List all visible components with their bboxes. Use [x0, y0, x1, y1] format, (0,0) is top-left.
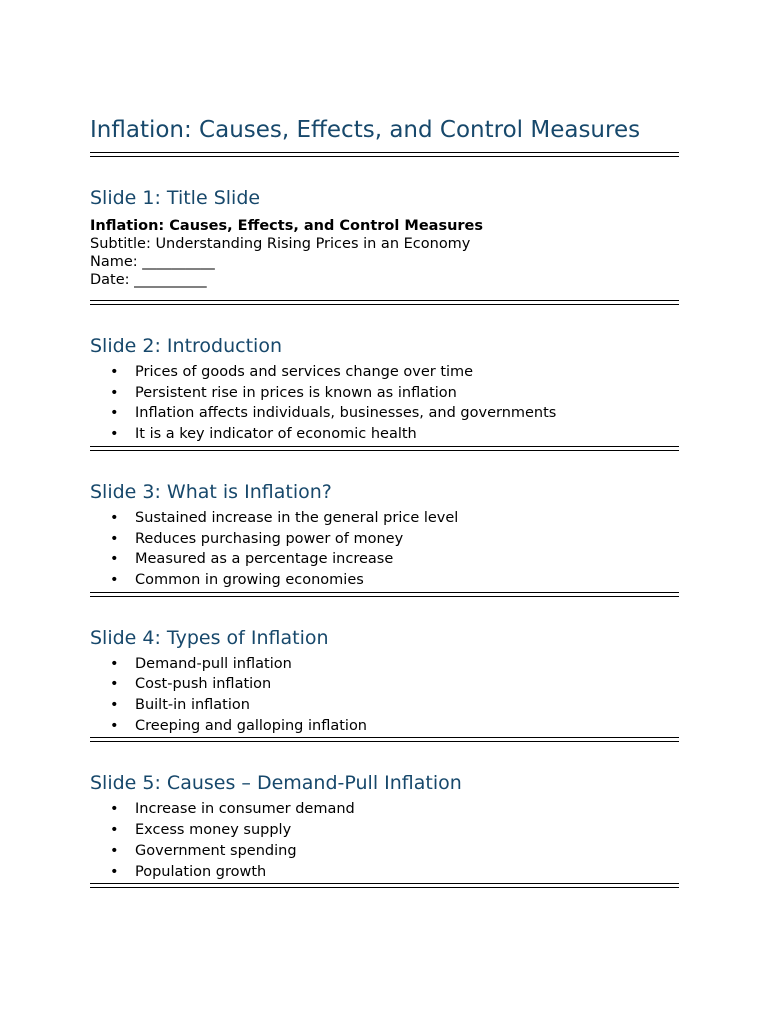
bullet-list	[90, 362, 679, 445]
bullet-icon: •	[110, 530, 119, 547]
bullet-text: Creeping and galloping inflation	[135, 717, 367, 734]
slide-heading: Slide 5: Causes – Demand-Pull Inflation	[90, 772, 462, 795]
bullet-icon: •	[110, 676, 119, 693]
bullet-icon: •	[110, 822, 119, 839]
document-title: Inflation: Causes, Effects, and Control Measures	[90, 117, 641, 143]
section-divider	[90, 883, 679, 888]
slide-heading: Slide 1: Title Slide	[90, 187, 261, 209]
bullet-list	[90, 654, 679, 737]
date-line: Date: __________	[90, 272, 207, 288]
bullet-text: Inflation affects individuals, businesses, and governments	[135, 405, 557, 422]
bullet-item	[90, 862, 679, 883]
bullet-icon: •	[110, 551, 119, 568]
bullet-list	[90, 508, 679, 591]
bullet-item	[90, 695, 679, 716]
bullet-icon: •	[110, 717, 119, 734]
bullet-item	[90, 362, 679, 383]
bullet-icon: •	[110, 571, 119, 588]
slide-1-section	[90, 157, 679, 305]
bullet-text: Cost-push inflation	[135, 676, 272, 693]
bullet-item	[90, 799, 679, 820]
bullet-text: Prices of goods and services change over time	[135, 364, 474, 380]
slide-3-section	[90, 451, 679, 597]
bullet-icon: •	[110, 697, 119, 714]
bullet-icon: •	[110, 863, 119, 880]
bullet-icon: •	[110, 426, 119, 443]
bullet-item	[90, 424, 679, 445]
bullet-icon: •	[110, 384, 119, 401]
bullet-item	[90, 570, 679, 591]
bullet-item	[90, 403, 679, 424]
slide-5-section	[90, 742, 679, 888]
bullet-text: Common in growing economies	[135, 571, 364, 588]
bullet-text: Government spending	[135, 842, 297, 859]
slide-1-body	[90, 217, 679, 289]
slide-heading: Slide 2: Introduction	[90, 335, 282, 357]
bullet-item	[90, 820, 679, 841]
bullet-text: Demand-pull inflation	[135, 655, 292, 672]
bullet-text: Persistent rise in prices is known as inflation	[135, 384, 457, 401]
bullet-icon: •	[110, 842, 119, 859]
slide-heading: Slide 4: Types of Inflation	[90, 626, 329, 649]
bullet-item	[90, 508, 679, 529]
bullet-text: Excess money supply	[135, 822, 292, 839]
bullet-icon: •	[110, 405, 119, 422]
bullet-list	[90, 799, 679, 882]
bullet-icon: •	[110, 655, 119, 672]
bullet-item	[90, 674, 679, 695]
bullet-text: Measured as a percentage increase	[135, 551, 394, 568]
bullet-item	[90, 841, 679, 862]
presentation-title: Inflation: Causes, Effects, and Control Measures	[90, 218, 484, 234]
bullet-item	[90, 529, 679, 550]
name-line: Name: __________	[90, 254, 215, 270]
presentation-subtitle: Subtitle: Understanding Rising Prices in an Economy	[90, 236, 471, 252]
bullet-icon: •	[110, 801, 119, 818]
bullet-text: Reduces purchasing power of money	[135, 530, 404, 547]
slide-4-section	[90, 597, 679, 743]
bullet-text: Population growth	[135, 863, 267, 880]
bullet-icon: •	[110, 509, 119, 526]
bullet-item	[90, 716, 679, 737]
document-content	[90, 115, 679, 888]
bullet-item	[90, 549, 679, 570]
slide-2-section	[90, 305, 679, 451]
bullet-icon: •	[110, 364, 119, 380]
bullet-text: Sustained increase in the general price level	[135, 509, 459, 526]
bullet-item	[90, 383, 679, 404]
bullet-text: Increase in consumer demand	[135, 801, 355, 818]
bullet-text: It is a key indicator of economic health	[135, 426, 417, 443]
bullet-item	[90, 654, 679, 675]
bullet-text: Built-in inflation	[135, 697, 250, 714]
slide-heading: Slide 3: What is Inflation?	[90, 480, 332, 503]
